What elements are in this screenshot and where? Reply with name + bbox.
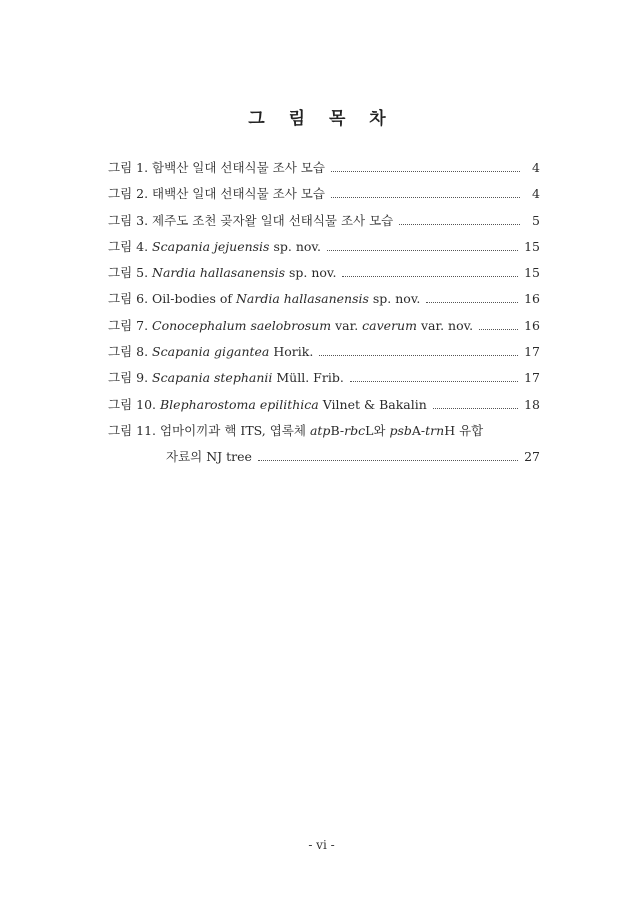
species-name: Scapania stephanii: [152, 370, 273, 386]
page-number: 4: [532, 160, 540, 175]
figure-caption-suffix: sp. nov.: [288, 265, 337, 281]
species-name: Scapania gigantea: [152, 344, 270, 360]
dot-leader: [319, 355, 518, 356]
figure-number: 그림 2.: [108, 186, 149, 202]
page-number: 15: [524, 238, 540, 254]
toc-entry-6[interactable]: [108, 289, 540, 315]
figure-caption-suffix: Vilnet & Bakalin: [322, 396, 427, 412]
species-name: Blepharostoma epilithica: [160, 396, 319, 412]
table-of-figures: [108, 158, 540, 474]
figure-caption-suffix: var. nov.: [420, 317, 474, 333]
figure-number: 그림 1.: [108, 160, 149, 175]
toc-entry-9[interactable]: [108, 368, 540, 394]
species-name: Conocephalum saelobrosum: [152, 317, 332, 333]
figure-caption: 엄마이끼과 핵 ITS, 엽록체: [160, 422, 306, 438]
figure-number: 그림 4.: [108, 238, 149, 254]
figure-number: 그림 7.: [108, 317, 149, 333]
species-name: Nardia hallasanensis: [152, 265, 285, 281]
dot-leader: [433, 408, 518, 409]
page-number: 17: [524, 370, 540, 386]
figure-caption-suffix: Müll. Frib.: [276, 370, 344, 386]
toc-entry-7[interactable]: [108, 316, 540, 342]
dot-leader: [327, 250, 518, 251]
toc-entry-5[interactable]: [108, 263, 540, 289]
species-name: Scapania jejuensis: [152, 238, 270, 254]
page-number: 4: [532, 186, 540, 202]
dot-leader: [331, 171, 520, 172]
dot-leader: [342, 276, 518, 277]
page-footer-number: - vi -: [308, 838, 335, 852]
figure-caption-suffix: Horik.: [273, 344, 314, 360]
gene-name: psb: [389, 422, 412, 438]
page-number: 16: [524, 317, 540, 333]
figure-number: 그림 8.: [108, 344, 149, 360]
page-number: 15: [524, 265, 540, 281]
figure-caption-suffix: sp. nov.: [273, 238, 321, 254]
toc-entry-1[interactable]: [108, 158, 540, 184]
figure-number: 그림 5.: [108, 265, 149, 281]
figure-caption: 제주도 조천 곶자왈 일대 선태식물 조사 모습: [152, 212, 394, 228]
figure-caption: 함백산 일대 선태식물 조사 모습: [152, 160, 325, 175]
figure-caption: 태백산 일대 선태식물 조사 모습: [152, 186, 325, 202]
figure-number: 그림 3.: [108, 212, 149, 228]
toc-entry-10[interactable]: [108, 395, 540, 421]
page-number: 16: [524, 291, 540, 307]
figure-number: 그림 10.: [108, 396, 157, 412]
dot-leader: [426, 302, 518, 303]
gene-name: rbc: [344, 422, 366, 438]
toc-entry-3[interactable]: [108, 211, 540, 237]
figure-number: 그림 11.: [108, 422, 157, 438]
figure-number: 그림 9.: [108, 370, 149, 386]
dot-leader: [350, 381, 518, 382]
page-number: 5: [532, 212, 540, 228]
figure-caption-prefix: Oil-bodies of: [152, 291, 232, 307]
page-number: 27: [524, 449, 540, 465]
dot-leader: [399, 224, 520, 225]
page-number: 17: [524, 344, 540, 360]
rank-label: var.: [335, 317, 359, 333]
page-number: 18: [524, 396, 540, 412]
toc-entry-8[interactable]: [108, 342, 540, 368]
gene-name: trn: [425, 422, 445, 438]
figure-caption-continuation: 자료의 NJ tree: [166, 449, 252, 465]
dot-leader: [258, 460, 518, 461]
figure-number: 그림 6.: [108, 291, 149, 307]
dot-leader: [331, 197, 520, 198]
variety-name: caverum: [362, 317, 417, 333]
species-name: Nardia hallasanensis: [235, 291, 369, 307]
gene-name: atp: [309, 422, 331, 438]
toc-entry-11-line-2[interactable]: [108, 447, 540, 473]
page-title: 그 림 목 차: [248, 109, 395, 129]
dot-leader: [479, 329, 518, 330]
toc-entry-11-line-1[interactable]: 그림 11. 엄마이끼과 핵 ITS, 엽록체 atpB-rbcL와 psbA-trnH 유합: [108, 422, 484, 438]
figure-caption-suffix: sp. nov.: [372, 291, 421, 307]
toc-entry-2[interactable]: [108, 184, 540, 210]
toc-entry-4[interactable]: [108, 237, 540, 263]
